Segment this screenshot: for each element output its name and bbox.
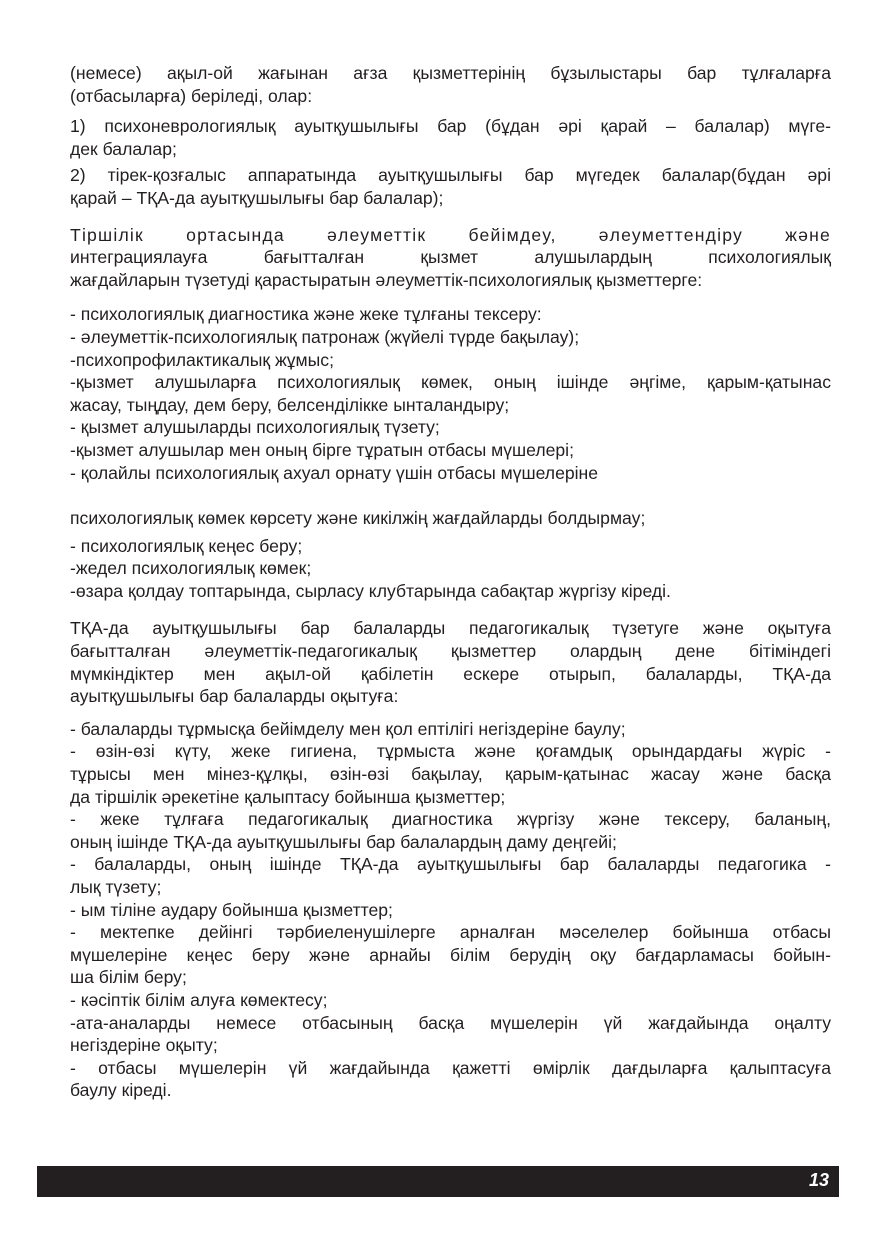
list-item: - әлеуметтік-психологиялық патронаж (жүйелі түрде бақылау); [70, 326, 580, 347]
text-line: (отбасыларға) беріледі, олар: [70, 85, 313, 106]
text-line: ТҚА-да ауытқушылығы бар балаларды педагогикалық түзетуге және оқытуға [70, 618, 831, 639]
text-line: оның ішінде ТҚА-да ауытқушылығы бар балалардың даму деңгейі; [70, 831, 617, 852]
list-item [70, 164, 831, 209]
text-line: дек балалар; [70, 138, 177, 159]
text-line: тұрысы мен мінез-құлқы, өзін-өзі бақылау, қарым-қатынас жасау және басқа [70, 764, 831, 785]
list-item: -ата-аналарды немесе отбасының басқа мүшелерін үй жағдайында оңалту [70, 1012, 831, 1033]
paragraph [70, 507, 831, 530]
list-item: -өзара қолдау топтарында, сырласу клубтарында сабақтар жүргізу кіреді. [70, 580, 671, 601]
text-line: психологиялық көмек көрсету және кикілжің жағдайларды болдырмау; [70, 508, 646, 529]
page-text [70, 62, 831, 1102]
paragraph [70, 224, 831, 292]
text-line: мүшелеріне кеңес беру және арнайы білім берудің оқу бағдарламасы бойын- [70, 944, 831, 965]
list-item: - балаларды, оның ішінде ТҚА-да ауытқушылығы бар балаларды педагогика - [70, 854, 831, 875]
list-item: - психологиялық диагностика және жеке тұлғаны тексеру: [70, 304, 542, 325]
paragraph [70, 62, 831, 107]
text-line: баулу кіреді. [70, 1080, 172, 1101]
list-item: -жедел психологиялық көмек; [70, 558, 312, 579]
text-line: 1) психоневрологиялық ауытқушылығы бар (бұдан әрі қарай – балалар) мүге- [70, 116, 831, 137]
list-block [70, 303, 831, 484]
list-item: -қызмет алушыларға психологиялық көмек, оның ішінде әңгіме, қарым-қатынас [70, 372, 831, 393]
list-item: - мектепке дейінгі тәрбиеленушілерге арналған мәселелер бойынша отбасы [70, 922, 831, 943]
list-item: - қолайлы психологиялық ахуал орнату үшін отбасы мүшелеріне [70, 462, 599, 483]
list-item: - психологиялық кеңес беру; [70, 535, 303, 556]
list-item [70, 115, 831, 160]
text-line: ауытқушылығы бар балаларды оқытуға: [70, 686, 399, 707]
text-line: негіздеріне оқыту; [70, 1035, 218, 1056]
text-line: бағытталған әлеуметтік-педагогикалық қызметтер олардың дене бітіміндегі [70, 641, 831, 662]
text-line: жасау, тыңдау, дем беру, белсенділікке ынталандыру; [70, 394, 510, 415]
text-line: Тіршілік ортасында әлеуметтік бейімдеу, әлеуметтендіру және [70, 224, 831, 245]
list-item: -қызмет алушылар мен оның бірге тұратын отбасы мүшелері; [70, 439, 574, 460]
list-item: - кәсіптік білім алуға көмектесу; [70, 989, 328, 1010]
list-block [70, 535, 831, 603]
list-item: - балаларды тұрмысқа бейімделу мен қол ептілігі негіздеріне баулу; [70, 718, 626, 739]
text-line: да тіршілік әрекетіне қалыптасу бойынша қызметтер; [70, 786, 506, 807]
list-item: - жеке тұлғаға педагогикалық диагностика жүргізу және тексеру, баланың, [70, 809, 831, 830]
list-item: - отбасы мүшелерін үй жағдайында қажетті өмірлік дағдыларға қалыптасуға [70, 1057, 831, 1078]
list-item: - қызмет алушыларды психологиялық түзету; [70, 417, 440, 438]
text-line: 2) тірек-қозғалыс аппаратында ауытқушылығы бар мүгедек балалар(бұдан әрі [70, 165, 831, 186]
text-line: интеграциялауға бағытталған қызмет алушылардың психологиялық [70, 247, 831, 268]
footer-bar [37, 1166, 839, 1197]
text-line: мүмкіндіктер мен ақыл-ой қабілетін ескере отырып, балаларды, ТҚА-да [70, 663, 831, 684]
text-line: ша білім беру; [70, 967, 187, 988]
paragraph [70, 617, 831, 707]
text-line: лық түзету; [70, 877, 162, 897]
text-line: қарай – ТҚА-да ауытқушылығы бар балалар); [70, 187, 444, 208]
text-line: (немесе) ақыл-ой жағынан ағза қызметтерінің бұзылыстары бар тұлғаларға [70, 63, 831, 83]
page-number: 13 [808, 1170, 829, 1190]
text-line: жағдайларын түзетуді қарастыратын әлеуметтік-психологиялық қызметтерге: [70, 269, 703, 290]
list-item: - ым тіліне аудару бойынша қызметтер; [70, 899, 393, 920]
list-block [70, 718, 831, 1102]
list-item: -психопрофилактикалық жұмыс; [70, 349, 334, 370]
list-item: - өзін-өзі күту, жеке гигиена, тұрмыста және қоғамдық орындардағы жүріс - [70, 741, 831, 762]
